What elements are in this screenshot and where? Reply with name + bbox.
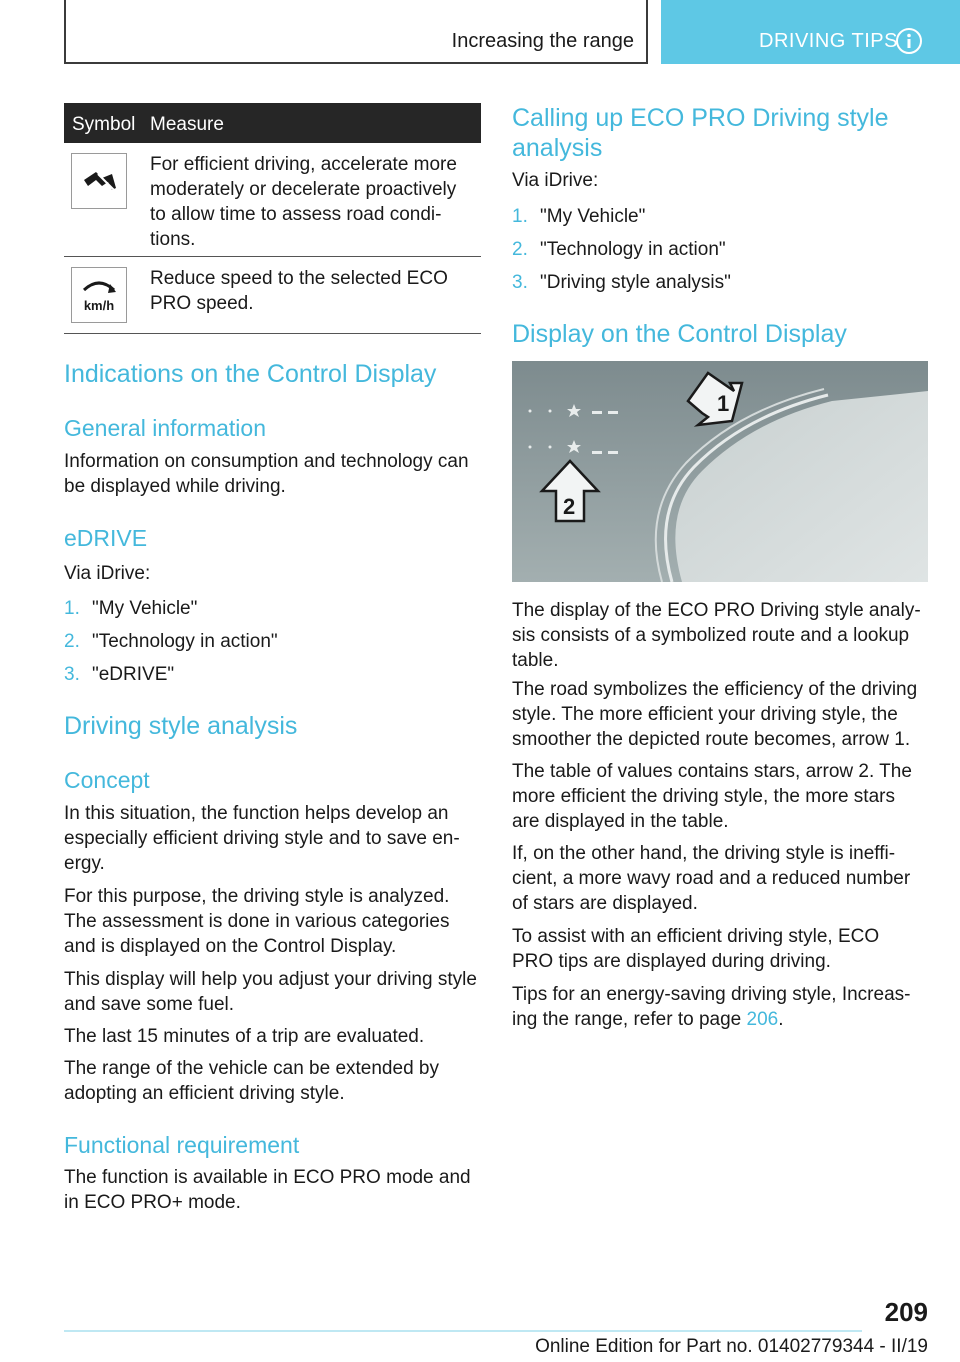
measure-text: Reduce speed to the selected ECO PRO speed.: [150, 268, 448, 314]
list-item: 2. "Technology in action": [512, 239, 726, 260]
display-paragraph-2: The road symbolizes the efficiency of the driving style. The more efficient your driving style, the smoother the depicted route becomes, arrow 1.: [512, 679, 918, 750]
display-paragraph-6: Tips for an energy-saving driving style, Increas- ing the range, refer to page 206.: [512, 984, 911, 1030]
footer-divider: [64, 1330, 862, 1332]
list-item: 3. "eDRIVE": [64, 664, 175, 685]
section-heading-driving-style-analysis: Driving style analysis: [64, 712, 298, 740]
svg-text:2: 2: [563, 494, 576, 519]
list-item: 2. "Technology in action": [64, 631, 278, 652]
column-header-symbol: Symbol: [72, 114, 136, 135]
edrive-via-text: Via iDrive:: [64, 563, 151, 584]
page-reference-link[interactable]: 206: [746, 1009, 779, 1030]
calling-via-text: Via iDrive:: [512, 170, 599, 191]
info-icon: [895, 27, 923, 55]
display-paragraph-1: The display of the ECO PRO Driving style analy- sis consists of a symbolized route and a lookup table.: [512, 600, 921, 671]
display-paragraph-4: If, on the other hand, the driving style is ineffi- cient, a more wavy road and a reduced number of stars are displayed.: [512, 843, 911, 914]
list-item: 1. "My Vehicle": [64, 598, 198, 619]
driving-style-analysis-figure: [512, 361, 928, 582]
list-item: 1. "My Vehicle": [512, 206, 646, 227]
section-heading-indications: Indications on the Control Display: [64, 360, 437, 388]
concept-paragraph-2: For this purpose, the driving style is analyzed. The assessment is done in various categories and is displayed on the Control Display.: [64, 886, 450, 957]
calling-steps-list: [512, 204, 928, 303]
svg-text:km/h: km/h: [83, 298, 115, 313]
subheading-functional-requirement: Functional requirement: [64, 1132, 300, 1158]
accelerate-pedal-icon: [71, 153, 127, 209]
speed-kmh-icon: [71, 267, 127, 323]
left-column: [64, 103, 481, 1213]
section-heading-calling-up: Calling up ECO PRO Driving style analysis: [512, 104, 889, 162]
display-paragraph-5: To assist with an efficient driving style, ECO PRO tips are displayed during driving.: [512, 926, 880, 972]
list-item: 3. "Driving style analysis": [512, 272, 731, 293]
table-header: [64, 103, 481, 143]
edition-text: Online Edition for Part no. 01402779344 - II/19: [535, 1336, 928, 1357]
header-section-box: [64, 0, 648, 64]
measure-text: For efficient driving, accelerate more moderately or decelerate proactively to allow time to assess road condi- tions.: [150, 154, 457, 250]
display-paragraph-3: The table of values contains stars, arrow 2. The more efficient the driving style, the more stars are displayed in the table.: [512, 761, 912, 832]
concept-paragraph-1: In this situation, the function helps develop an especially efficient driving style and to save en- ergy.: [64, 803, 460, 874]
svg-text:1: 1: [717, 391, 730, 416]
functional-requirement-text: The function is available in ECO PRO mode and in ECO PRO+ mode.: [64, 1167, 471, 1213]
general-information-text: Information on consumption and technology can be displayed while driving.: [64, 451, 469, 497]
chapter-title: DRIVING TIPS: [759, 30, 898, 52]
table-row: [64, 257, 481, 334]
concept-paragraph-3: This display will help you adjust your driving style and save some fuel.: [64, 969, 477, 1015]
page-number: 209: [884, 1297, 928, 1327]
subheading-edrive: eDRIVE: [64, 525, 148, 551]
section-heading-display: Display on the Control Display: [512, 320, 847, 348]
subheading-general-information: General information: [64, 415, 266, 441]
concept-paragraph-4: The last 15 minutes of a trip are evaluated.: [64, 1026, 425, 1047]
subheading-concept: Concept: [64, 767, 150, 793]
column-header-measure: Measure: [150, 114, 224, 135]
header-chapter-tab[interactable]: [661, 0, 960, 64]
section-title: Increasing the range: [451, 30, 634, 52]
concept-paragraph-5: The range of the vehicle can be extended by adopting an efficient driving style.: [64, 1058, 439, 1104]
table-row: [64, 143, 481, 257]
edrive-steps-list: [64, 596, 481, 695]
